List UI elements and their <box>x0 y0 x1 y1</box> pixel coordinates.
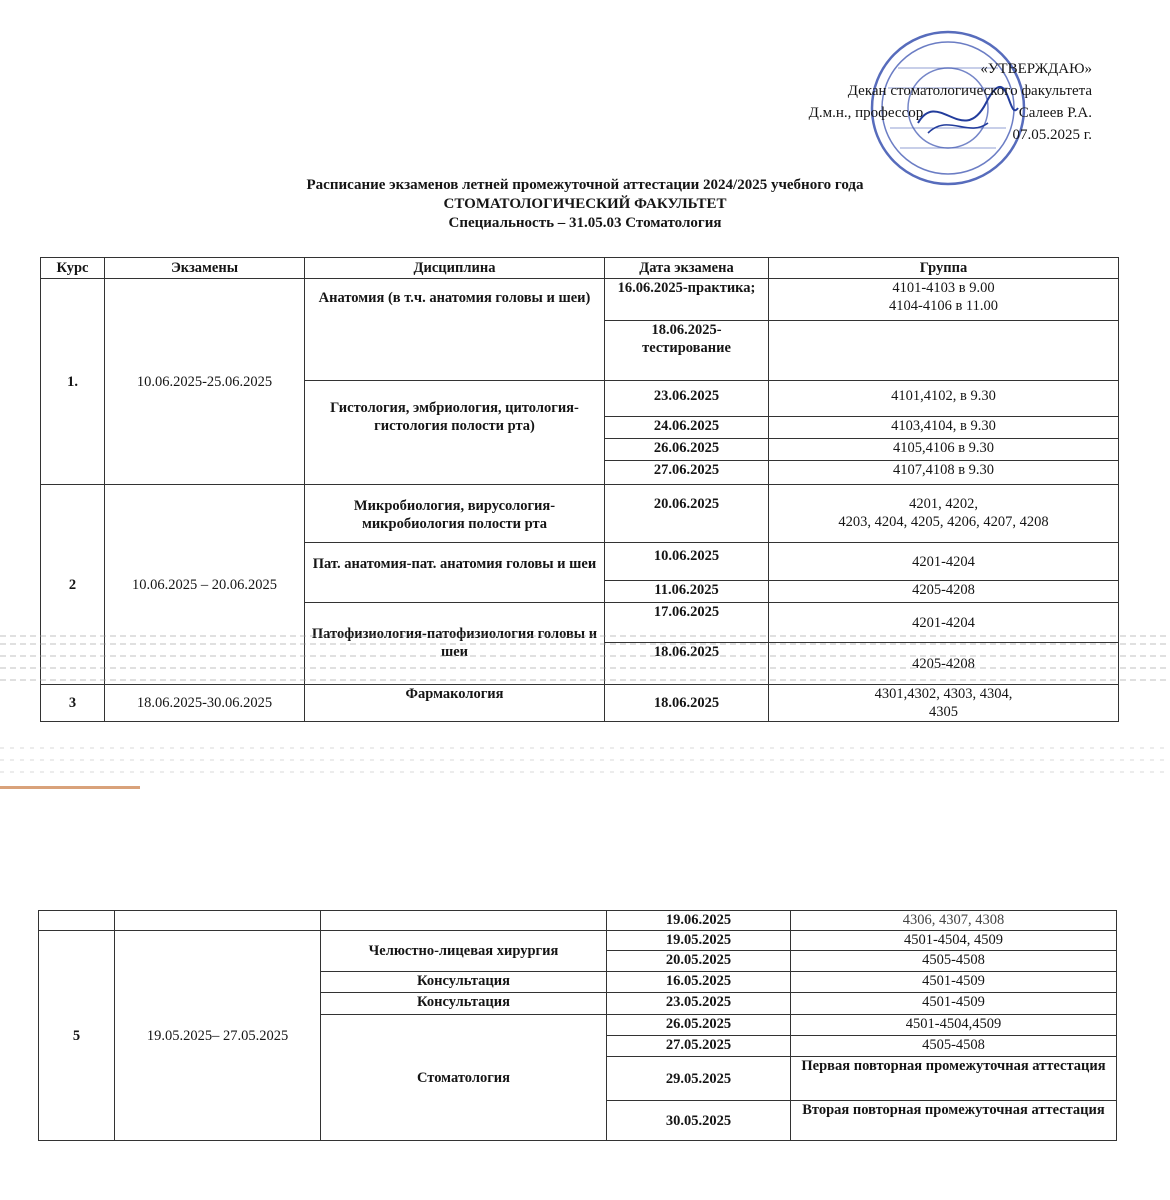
exam-period: 10.06.2025 – 20.06.2025 <box>105 485 305 685</box>
group-cell: 4505-4508 <box>791 951 1117 972</box>
exam-date: 18.06.2025 <box>605 643 769 685</box>
group-cell: 4501-4504,4509 <box>791 1015 1117 1036</box>
approval-label: «УТВЕРЖДАЮ» <box>980 61 1092 77</box>
group-cell <box>769 279 1119 321</box>
exam-date: 10.06.2025 <box>605 543 769 581</box>
course-number: 5 <box>39 931 115 1141</box>
exam-date: 23.05.2025 <box>607 993 791 1015</box>
exam-period: 19.05.2025– 27.05.2025 <box>115 931 321 1141</box>
exam-date: 17.06.2025 <box>605 603 769 643</box>
title-line-1: Расписание экзаменов летней промежуточной аттестации 2024/2025 учебного года <box>306 177 864 193</box>
group-cell <box>769 321 1119 381</box>
approval-name: Салеев Р.А. <box>1018 105 1092 121</box>
exam-date: 20.06.2025 <box>605 485 769 543</box>
table-row <box>41 485 1119 543</box>
discipline-cell: Стоматология <box>321 1015 607 1141</box>
header-discipline: Дисциплина <box>305 258 605 279</box>
group-cell: 4205-4208 <box>769 581 1119 603</box>
group-cell: 4201-4204 <box>769 543 1119 581</box>
exam-schedule-table <box>40 257 1119 722</box>
exam-date: 30.05.2025 <box>607 1101 791 1141</box>
group-line: 4104-4106 в 11.00 <box>888 298 998 314</box>
approval-degree: Д.м.н., профессор <box>808 105 924 121</box>
group-cell: 4501-4504, 4509 <box>791 931 1117 951</box>
discipline-cell: Консультация <box>321 993 607 1015</box>
course-number: 3 <box>41 685 105 722</box>
table-header-row <box>41 258 1119 279</box>
group-cell <box>769 685 1119 722</box>
course-number: 1. <box>41 279 105 485</box>
group-cell <box>769 485 1119 543</box>
group-cell: 4101,4102, в 9.30 <box>769 381 1119 417</box>
discipline-cell: Фармакология <box>305 685 605 722</box>
discipline-cell: Челюстно-лицевая хирургия <box>321 931 607 972</box>
exam-date: 29.05.2025 <box>607 1057 791 1101</box>
group-cell: 4201-4204 <box>769 603 1119 643</box>
table-row <box>41 685 1119 722</box>
group-cell: 4103,4104, в 9.30 <box>769 417 1119 439</box>
exam-date: 18.06.2025 <box>605 685 769 722</box>
discipline-cell: Патофизиология-патофизиология головы и шеи <box>305 603 605 685</box>
exam-date: 16.05.2025 <box>607 972 791 993</box>
discipline-cell: Гистология, эмбриология, цитология- гистология полости рта) <box>305 381 605 485</box>
approval-block <box>809 58 1092 146</box>
scan-artifact <box>0 742 1170 782</box>
exam-period: 18.06.2025-30.06.2025 <box>105 685 305 722</box>
discipline-cell: Пат. анатомия-пат. анатомия головы и шеи <box>305 543 605 603</box>
exam-date: 20.05.2025 <box>607 951 791 972</box>
page-edge-mark <box>0 786 140 789</box>
table-row <box>39 911 1117 931</box>
group-cell: 4107,4108 в 9.30 <box>769 461 1119 485</box>
header-exams: Экзамены <box>105 258 305 279</box>
discipline-cell: Микробиология, вирусология-микробиология полости рта <box>305 485 605 543</box>
course-number <box>39 911 115 931</box>
approval-signatory <box>809 102 1092 124</box>
group-cell: 4501-4509 <box>791 993 1117 1015</box>
group-line: 4201, 4202, <box>909 496 978 512</box>
group-line: 4301,4302, 4303, 4304, <box>874 686 1013 702</box>
exam-date: 27.05.2025 <box>607 1036 791 1057</box>
group-cell: 4205-4208 <box>769 643 1119 685</box>
group-cell: Первая повторная промежуточная аттестация <box>791 1057 1117 1101</box>
table-row <box>39 931 1117 951</box>
exam-date: 19.06.2025 <box>607 911 791 931</box>
exam-date: 24.06.2025 <box>605 417 769 439</box>
approval-date: 07.05.2025 г. <box>1012 127 1092 143</box>
title-line-2: СТОМАТОЛОГИЧЕСКИЙ ФАКУЛЬТЕТ <box>443 196 727 212</box>
header-course: Курс <box>41 258 105 279</box>
exam-period: 10.06.2025-25.06.2025 <box>105 279 305 485</box>
discipline-cell <box>321 911 607 931</box>
group-cell: 4501-4509 <box>791 972 1117 993</box>
document-title <box>0 176 1170 233</box>
header-group: Группа <box>769 258 1119 279</box>
group-line: 4203, 4204, 4205, 4206, 4207, 4208 <box>838 514 1049 530</box>
discipline-cell: Анатомия (в т.ч. анатомия головы и шеи) <box>305 279 605 381</box>
exam-date: 27.06.2025 <box>605 461 769 485</box>
exam-date: 16.06.2025-практика; <box>605 279 769 321</box>
header-date: Дата экзамена <box>605 258 769 279</box>
exam-schedule-table-continued <box>38 910 1117 1141</box>
title-line-3: Специальность – 31.05.03 Стоматология <box>448 215 722 231</box>
exam-date: 18.06.2025-тестирование <box>605 321 769 381</box>
group-cell: 4505-4508 <box>791 1036 1117 1057</box>
group-cell: Вторая повторная промежуточная аттестация <box>791 1101 1117 1141</box>
table-row <box>41 279 1119 321</box>
exam-date: 11.06.2025 <box>605 581 769 603</box>
course-number: 2 <box>41 485 105 685</box>
exam-date: 26.06.2025 <box>605 439 769 461</box>
discipline-cell: Консультация <box>321 972 607 993</box>
group-cell: 4105,4106 в 9.30 <box>769 439 1119 461</box>
exam-date: 23.06.2025 <box>605 381 769 417</box>
group-line: 4305 <box>929 704 958 720</box>
exam-period <box>115 911 321 931</box>
approval-position: Декан стоматологического факультета <box>847 83 1092 99</box>
exam-date: 19.05.2025 <box>607 931 791 951</box>
exam-date: 26.05.2025 <box>607 1015 791 1036</box>
group-cell: 4306, 4307, 4308 <box>791 911 1117 931</box>
group-line: 4101-4103 в 9.00 <box>892 280 995 296</box>
